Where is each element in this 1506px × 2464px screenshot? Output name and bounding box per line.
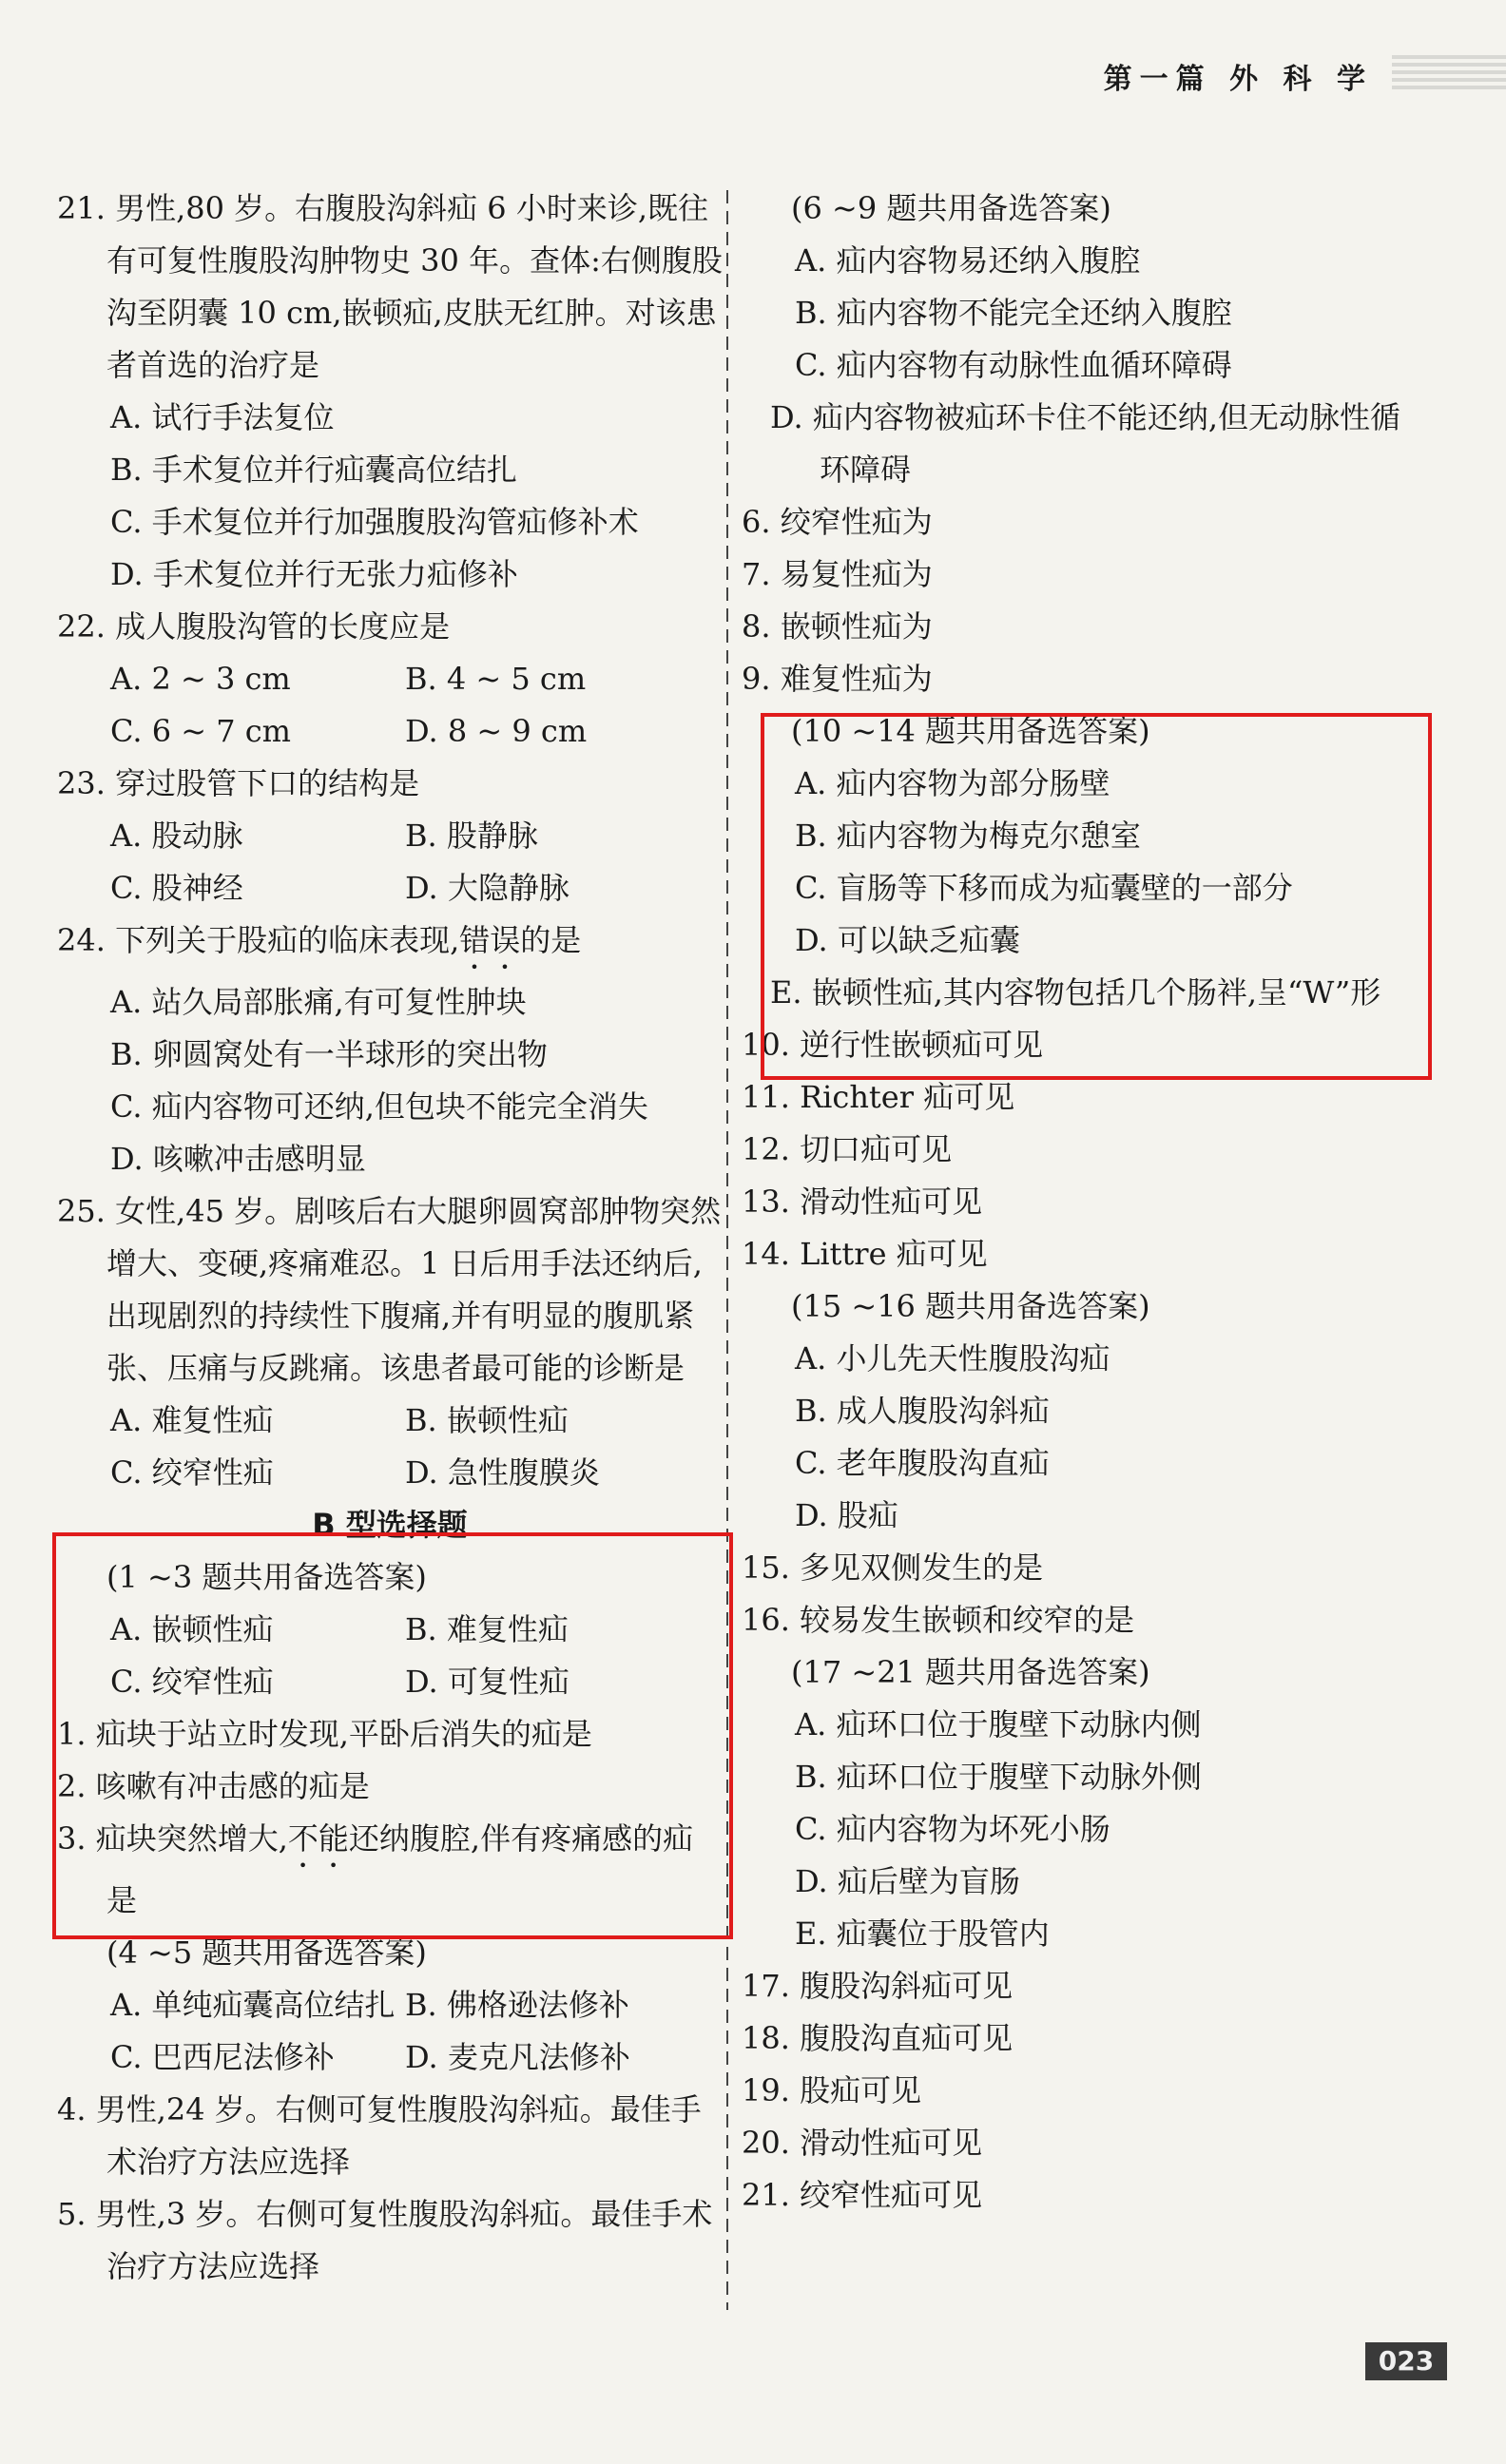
right-column (742, 183, 1426, 2222)
option: D. 疝后壁为盲肠 (795, 1863, 1020, 1899)
option-row (57, 705, 723, 758)
left-column (57, 183, 723, 2293)
option: D. 大隐静脉 (405, 870, 570, 906)
group-header: (15 ~16 题共用备选答案) (791, 1288, 1150, 1324)
question-16: 16. 较易发生嵌顿和绞窄的是 (742, 1602, 1135, 1638)
option: A. 单纯疝囊高位结扎 (110, 1987, 396, 2023)
stem-text: 3. 疝块突然增大, (57, 1820, 288, 1857)
option: D. 可复性疝 (405, 1664, 570, 1700)
option: C. 6 ~ 7 cm (110, 713, 291, 749)
option: C. 巴西尼法修补 (110, 2039, 335, 2075)
group-header: (10 ~14 题共用备选答案) (791, 713, 1150, 749)
option: D. 咳嗽冲击感明显 (110, 1141, 366, 1177)
question-20: 20. 滑动性疝可见 (742, 2125, 983, 2161)
option: C. 绞窄性疝 (110, 1664, 274, 1700)
option: C. 股神经 (110, 870, 243, 906)
option: C. 疝内容物有动脉性血循环障碍 (795, 347, 1232, 383)
question-22-stem: 22. 成人腹股沟管的长度应是 (57, 608, 451, 645)
option: B. 疝环口位于腹壁下动脉外侧 (795, 1759, 1202, 1795)
option: B. 疝内容物不能完全还纳入腹腔 (795, 295, 1232, 331)
page-number: 023 (1365, 2342, 1447, 2380)
option: A. 站久局部胀痛,有可复性肿块 (110, 984, 527, 1020)
option: A. 股动脉 (110, 818, 243, 854)
option: D. 急性腹膜炎 (405, 1454, 600, 1491)
question-23-stem: 23. 穿过股管下口的结构是 (57, 765, 420, 801)
option: B. 嵌顿性疝 (405, 1402, 569, 1438)
option: D. 手术复位并行无张力疝修补 (110, 556, 518, 592)
question-13: 13. 滑动性疝可见 (742, 1184, 983, 1220)
option: A. 疝内容物易还纳入腹腔 (795, 242, 1141, 279)
chapter-header: 第一篇 外 科 学 (1103, 63, 1373, 96)
emphasis-text: 不能 (287, 1820, 349, 1857)
stem-text: 的是 (520, 922, 582, 958)
stem-text: 24. 下列关于股疝的临床表现, (57, 922, 460, 958)
option-row (57, 862, 723, 914)
highlight-box (52, 1532, 733, 1939)
group-header: (17 ~21 题共用备选答案) (791, 1654, 1150, 1690)
question-7: 7. 易复性疝为 (742, 556, 933, 592)
option: A. 难复性疝 (110, 1402, 274, 1438)
option: C. 手术复位并行加强腹股沟管疝修补术 (110, 504, 639, 540)
group-header: (6 ~9 题共用备选答案) (791, 190, 1111, 226)
option: D. 股疝 (795, 1497, 898, 1533)
column-divider (726, 190, 728, 2310)
question-12: 12. 切口疝可见 (742, 1131, 953, 1167)
question-19: 19. 股疝可见 (742, 2072, 922, 2108)
option: B. 难复性疝 (405, 1611, 569, 1647)
option: E. 疝囊位于股管内 (795, 1915, 1050, 1952)
header-decoration (1392, 55, 1506, 93)
option: B. 卵圆窝处有一半球形的突出物 (110, 1036, 548, 1072)
option: C. 老年腹股沟直疝 (795, 1445, 1050, 1481)
option-row (57, 653, 723, 705)
option: D. 8 ~ 9 cm (405, 713, 588, 749)
option: C. 疝内容物为坏死小肠 (795, 1811, 1110, 1847)
question-6: 6. 绞窄性疝为 (742, 504, 933, 540)
option-row (57, 2031, 723, 2084)
option: B. 手术复位并行疝囊高位结扎 (110, 452, 517, 488)
question-10: 10. 逆行性嵌顿疝可见 (742, 1027, 1044, 1063)
question-14: 14. Littre 疝可见 (742, 1236, 988, 1272)
option: A. 疝环口位于腹壁下动脉内侧 (795, 1706, 1202, 1742)
option-row (57, 1447, 723, 1499)
question-25-stem: 25. 女性,45 岁。剧咳后右大腿卵圆窝部肿物突然增大、变硬,疼痛难忍。1 日后用手法还纳后,出现剧烈的持续性下腹痛,并有明显的腹肌紧张、压痛与反跳痛。该患者最可能的诊断是 (57, 1193, 722, 1386)
option-row (57, 810, 723, 862)
question-4: 4. 男性,24 岁。右侧可复性腹股沟斜疝。最佳手术治疗方法应选择 (57, 2091, 702, 2180)
question-21: 21. 绞窄性疝可见 (742, 2177, 983, 2213)
question-15: 15. 多见双侧发生的是 (742, 1550, 1044, 1586)
option: C. 疝内容物可还纳,但包块不能完全消失 (110, 1088, 648, 1125)
option: D. 麦克凡法修补 (405, 2039, 630, 2075)
question-5: 5. 男性,3 岁。右侧可复性腹股沟斜疝。最佳手术治疗方法应选择 (57, 2196, 713, 2284)
question-24-stem (57, 914, 723, 976)
group-header: (4 ~5 题共用备选答案) (106, 1935, 427, 1971)
option: E. 嵌顿性疝,其内容物包括几个肠袢,呈“W”形 (770, 974, 1381, 1011)
question-1: 1. 疝块于站立时发现,平卧后消失的疝是 (57, 1716, 592, 1752)
option: B. 疝内容物为梅克尔憩室 (795, 818, 1141, 854)
question-17: 17. 腹股沟斜疝可见 (742, 1968, 1014, 2004)
question-18: 18. 腹股沟直疝可见 (742, 2020, 1014, 2056)
option: B. 股静脉 (405, 818, 538, 854)
option: C. 绞窄性疝 (110, 1454, 274, 1491)
question-9: 9. 难复性疝为 (742, 661, 933, 697)
option: B. 4 ~ 5 cm (405, 661, 587, 697)
option: A. 试行手法复位 (110, 399, 335, 435)
option: A. 2 ~ 3 cm (110, 661, 291, 697)
option: A. 疝内容物为部分肠壁 (795, 765, 1110, 801)
option: B. 佛格逊法修补 (405, 1987, 629, 2023)
option: C. 盲肠等下移而成为疝囊壁的一部分 (795, 870, 1293, 906)
question-2: 2. 咳嗽有冲击感的疝是 (57, 1768, 370, 1804)
question-21-stem: 21. 男性,80 岁。右腹股沟斜疝 6 小时来诊,既往有可复性腹股沟肿物史 30 年。查体:右侧腹股沟至阴囊 10 cm,嵌顿疝,皮肤无红肿。对该患者首选的治疗是 (57, 190, 723, 383)
stem-text: 还纳腹腔,伴有疼痛感的疝是 (106, 1820, 694, 1918)
section-title: B 型选择题 (312, 1507, 468, 1543)
option-row (57, 1979, 723, 2031)
question-8: 8. 嵌顿性疝为 (742, 608, 933, 645)
option-row (57, 1395, 723, 1447)
option: A. 小儿先天性腹股沟疝 (795, 1340, 1110, 1376)
option: A. 嵌顿性疝 (110, 1611, 274, 1647)
question-11: 11. Richter 疝可见 (742, 1079, 1015, 1115)
option: D. 可以缺乏疝囊 (795, 922, 1020, 958)
highlight-box (761, 713, 1432, 1080)
option: D. 疝内容物被疝环卡住不能还纳,但无动脉性循环障碍 (770, 399, 1401, 488)
group-header: (1 ~3 题共用备选答案) (106, 1559, 427, 1595)
option: B. 成人腹股沟斜疝 (795, 1393, 1050, 1429)
emphasis-text: 错误 (459, 922, 521, 958)
